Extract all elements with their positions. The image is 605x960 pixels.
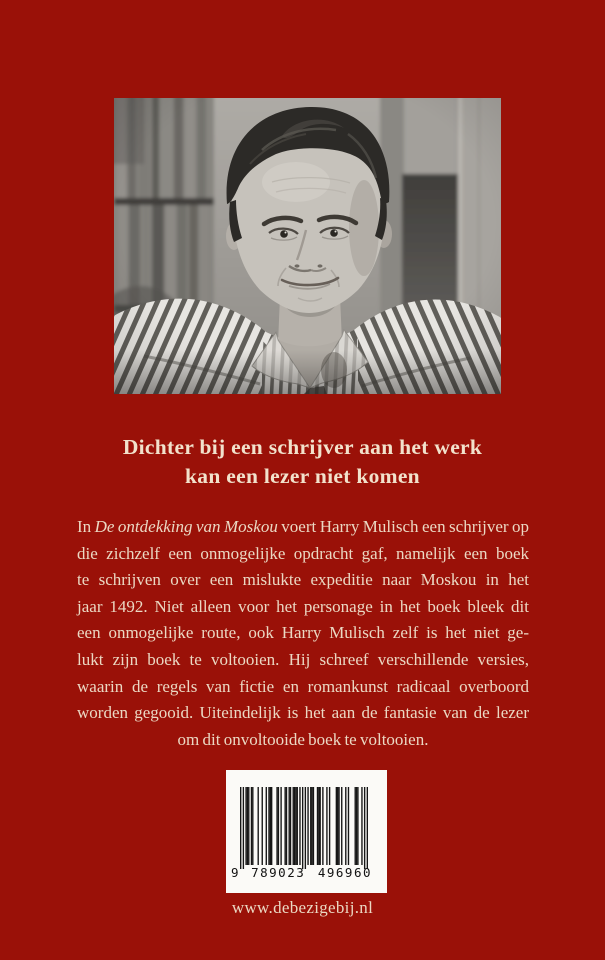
blurb-line-2: die zichzelf een onmogelijke opdracht gaf, namelijk een boek — [77, 543, 529, 563]
blurb-line-8: worden gegooid. Uiteindelijk is het aan de fantasie van de lezer — [77, 703, 529, 723]
blurb-line-9: om dit onvoltooide boek te voltooien. — [177, 729, 429, 749]
blurb-line-6: lukt zijn boek te voltooien. Hij schreef verschillende versies, — [77, 649, 529, 669]
publisher-website: www.debezigebij.nl — [231, 898, 374, 917]
blurb-line-4: jaar 1492. Niet alleen voor het personage in het boek bleek dit — [77, 596, 529, 616]
barcode-digit-group1: 789023 — [251, 865, 306, 880]
blurb-text-prefix: In — [77, 517, 95, 536]
headline — [0, 433, 605, 491]
author-portrait-svg — [114, 98, 501, 394]
barcode-digit-lead: 9 — [231, 865, 239, 880]
author-photo — [114, 98, 501, 394]
headline-line2: kan een lezer niet komen — [185, 464, 420, 488]
blurb-line-3: te schrijven over een mislukte expeditie naar Moskou in het — [77, 570, 529, 590]
blurb-line-7: waarin de regels van fictie en romankunst radicaal overboord — [77, 676, 529, 696]
book-title-italic: De ontdekking van Moskou — [94, 517, 278, 536]
blurb-line-5: een onmogelijke route, ook Harry Mulisch zelf is het niet ge- — [77, 623, 529, 643]
barcode-bars — [240, 787, 368, 869]
blurb-line-1 — [77, 514, 529, 541]
barcode — [226, 770, 387, 893]
barcode-digits — [231, 866, 372, 880]
blurb-text-suffix: voert Harry Mulisch een schrijver op — [277, 517, 529, 536]
barcode-digit-group2: 496960 — [317, 865, 372, 880]
headline-line1: Dichter bij een schrijver aan het werk — [122, 435, 483, 459]
blurb — [77, 514, 529, 753]
